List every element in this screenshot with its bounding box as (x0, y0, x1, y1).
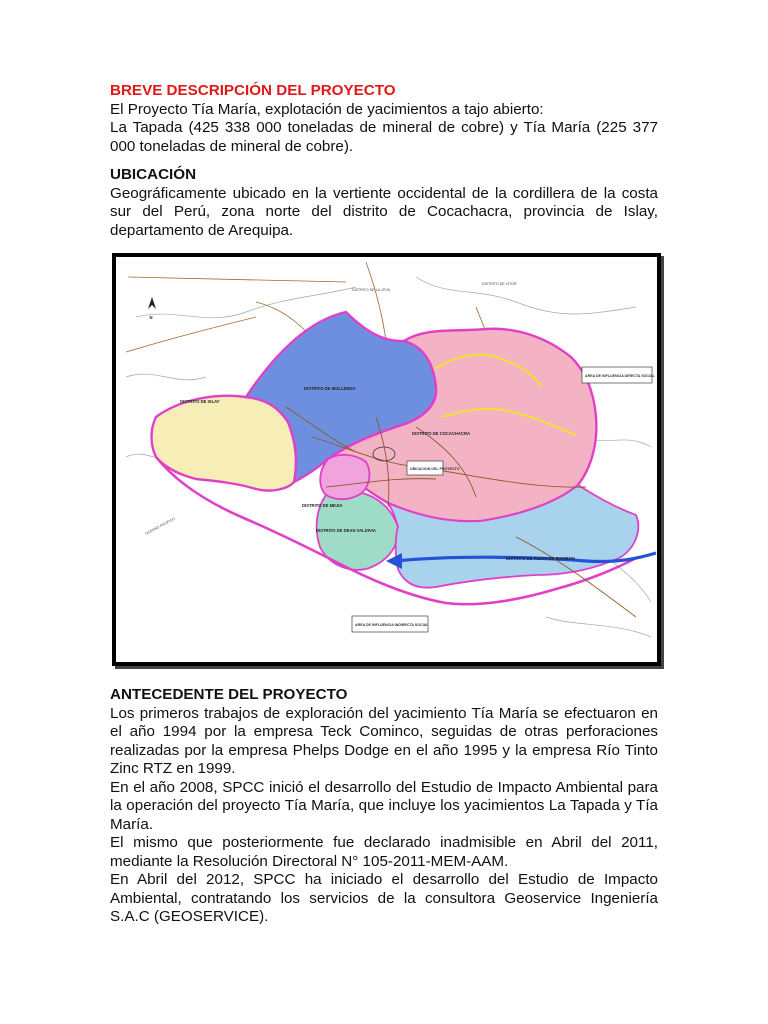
background-heading: ANTECEDENTE DEL PROYECTO (110, 686, 348, 703)
label-dean-valdivia: DISTRITO DE DEAN VALDIVIA (316, 528, 376, 533)
label-ocean: OCEANO PACIFICO (144, 516, 176, 536)
label-islay: DISTRITO DE ISLAY (180, 399, 220, 404)
section-description (110, 82, 658, 156)
description-line-2: La Tapada (425 338 000 toneladas de mineral de cobre) y Tía María (225 377 000 toneladas de mineral de cobre). (110, 119, 658, 155)
label-mollendo: DISTRITO DE MOLLENDO (304, 386, 356, 391)
label-vitor: DISTRITO DE VITOR (482, 282, 517, 286)
background-paragraph-1: Los primeros trabajos de exploración del yacimiento Tía María se efectuaron en el año 1994 por la empresa Teck Cominco, seguidas de otras perforaciones realizadas por la empresa Phelps Dodge en el año 1995 y la empresa Río Tinto Zinc RTZ en 1999. (110, 704, 658, 777)
location-map (112, 253, 661, 666)
location-text: Geográficamente ubicado en la vertiente occidental de la cordillera de la costa sur del Perú, zona norte del distrito de Cocachacra, provincia de Islay, departamento de Arequipa. (110, 184, 658, 239)
label-punta-de-bombon: DISTRITO DE PUNTA DE BOMBON (506, 556, 575, 561)
project-label: UBICACION DEL PROYECTO (410, 467, 460, 471)
label-cocachacra: DISTRITO DE COCACHACRA (412, 431, 471, 436)
label-la-joya: DISTRITO DE LA JOYA (352, 288, 391, 292)
svg-text:N: N (149, 315, 153, 320)
background-paragraph-3: El mismo que posteriormente fue declarado inadmisible en Abril del 2011, mediante la Resolución Directoral N° 105-2011-MEM-AAM. (110, 834, 658, 870)
location-heading: UBICACIÓN (110, 166, 197, 183)
map-svg (116, 257, 657, 662)
section-location (110, 166, 658, 240)
background-paragraph-2: En el año 2008, SPCC inició el desarrollo del Estudio de Impacto Ambiental para la operación del proyecto Tía María, que incluye los yacimientos La Tapada y Tía María. (110, 778, 658, 833)
description-line-1: El Proyecto Tía María, explotación de yacimientos a tajo abierto: (110, 100, 544, 118)
section-background (110, 686, 658, 927)
description-heading: BREVE DESCRIPCIÓN DEL PROYECTO (110, 82, 396, 99)
background-paragraph-4: En Abril del 2012, SPCC ha iniciado el desarrollo del Estudio de Impacto Ambiental, contratando los servicios de la consultora Geoservice Ingeniería S.A.C (GEOSERVICE). (110, 871, 658, 925)
direct-influence-label: AREA DE INFLUENCIA DIRECTA SOCIAL (585, 374, 655, 378)
label-mejia: DISTRITO DE MEJIA (302, 503, 343, 508)
indirect-influence-label: AREA DE INFLUENCIA INDIRECTA SOCIAL (355, 623, 429, 627)
